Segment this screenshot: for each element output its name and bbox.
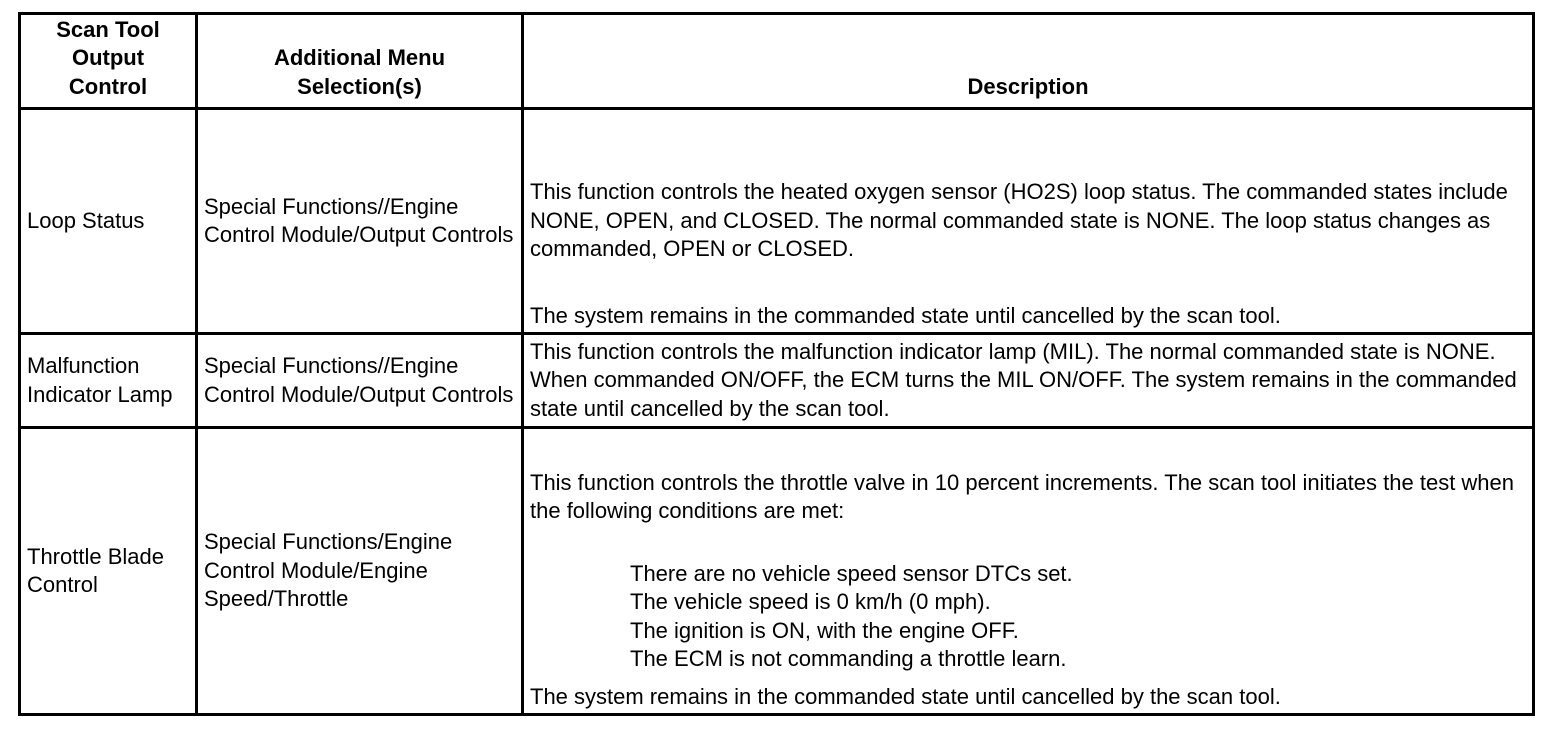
menu-cell: Special Functions//Engine Control Module/Output Controls: [197, 109, 523, 334]
conditions-list: [630, 560, 1526, 674]
header-row: [20, 14, 1534, 109]
description-cell: [523, 428, 1534, 715]
table-row: [20, 334, 1534, 428]
description-text: This function controls the heated oxygen sensor (HO2S) loop status. The commanded states include NONE, OPEN, and CLOSED. The normal commanded state is NONE. The loop status changes as commanded, OPEN or CLOSED.: [530, 179, 1508, 262]
menu-cell: Special Functions/Engine Control Module/Engine Speed/Throttle: [197, 428, 523, 715]
table-row: [20, 109, 1534, 334]
header-line: Selection(s): [297, 73, 422, 99]
condition-item: There are no vehicle speed sensor DTCs set.: [630, 560, 1073, 586]
description-text: This function controls the malfunction indicator lamp (MIL). The normal commanded state is NONE. When commanded ON/OFF, the ECM turns the MIL ON/OFF. The system remains in the commanded state until cancelled by the scan tool.: [530, 338, 1517, 421]
control-cell: Malfunction Indicator Lamp: [20, 334, 197, 428]
description-note: The system remains in the commanded state until cancelled by the scan tool.: [530, 302, 1281, 328]
control-cell: Loop Status: [20, 109, 197, 334]
menu-cell: Special Functions//Engine Control Module/Output Controls: [197, 334, 523, 428]
description-text: This function controls the throttle valve in 10 percent increments. The scan tool initiates the test when the following conditions are met:: [530, 469, 1515, 523]
description-cell: [523, 334, 1534, 428]
header-additional-menu-selections: [197, 14, 523, 109]
description-note: The system remains in the commanded state until cancelled by the scan tool.: [530, 683, 1281, 709]
header-line: Output: [71, 45, 145, 70]
header-line: Control: [68, 73, 148, 99]
table-row: [20, 428, 1534, 715]
header-scan-tool-output-control: [20, 14, 197, 109]
control-cell: Throttle Blade Control: [20, 428, 197, 715]
condition-item: The ignition is ON, with the engine OFF.: [630, 617, 1019, 643]
header-line: Scan Tool: [56, 16, 160, 42]
condition-item: The ECM is not commanding a throttle learn.: [630, 646, 1067, 671]
condition-item: The vehicle speed is 0 km/h (0 mph).: [630, 589, 991, 614]
output-controls-table: [18, 12, 1535, 716]
description-cell: [523, 109, 1534, 334]
header-description: Description: [523, 14, 1534, 109]
header-line: Additional Menu: [273, 45, 446, 70]
